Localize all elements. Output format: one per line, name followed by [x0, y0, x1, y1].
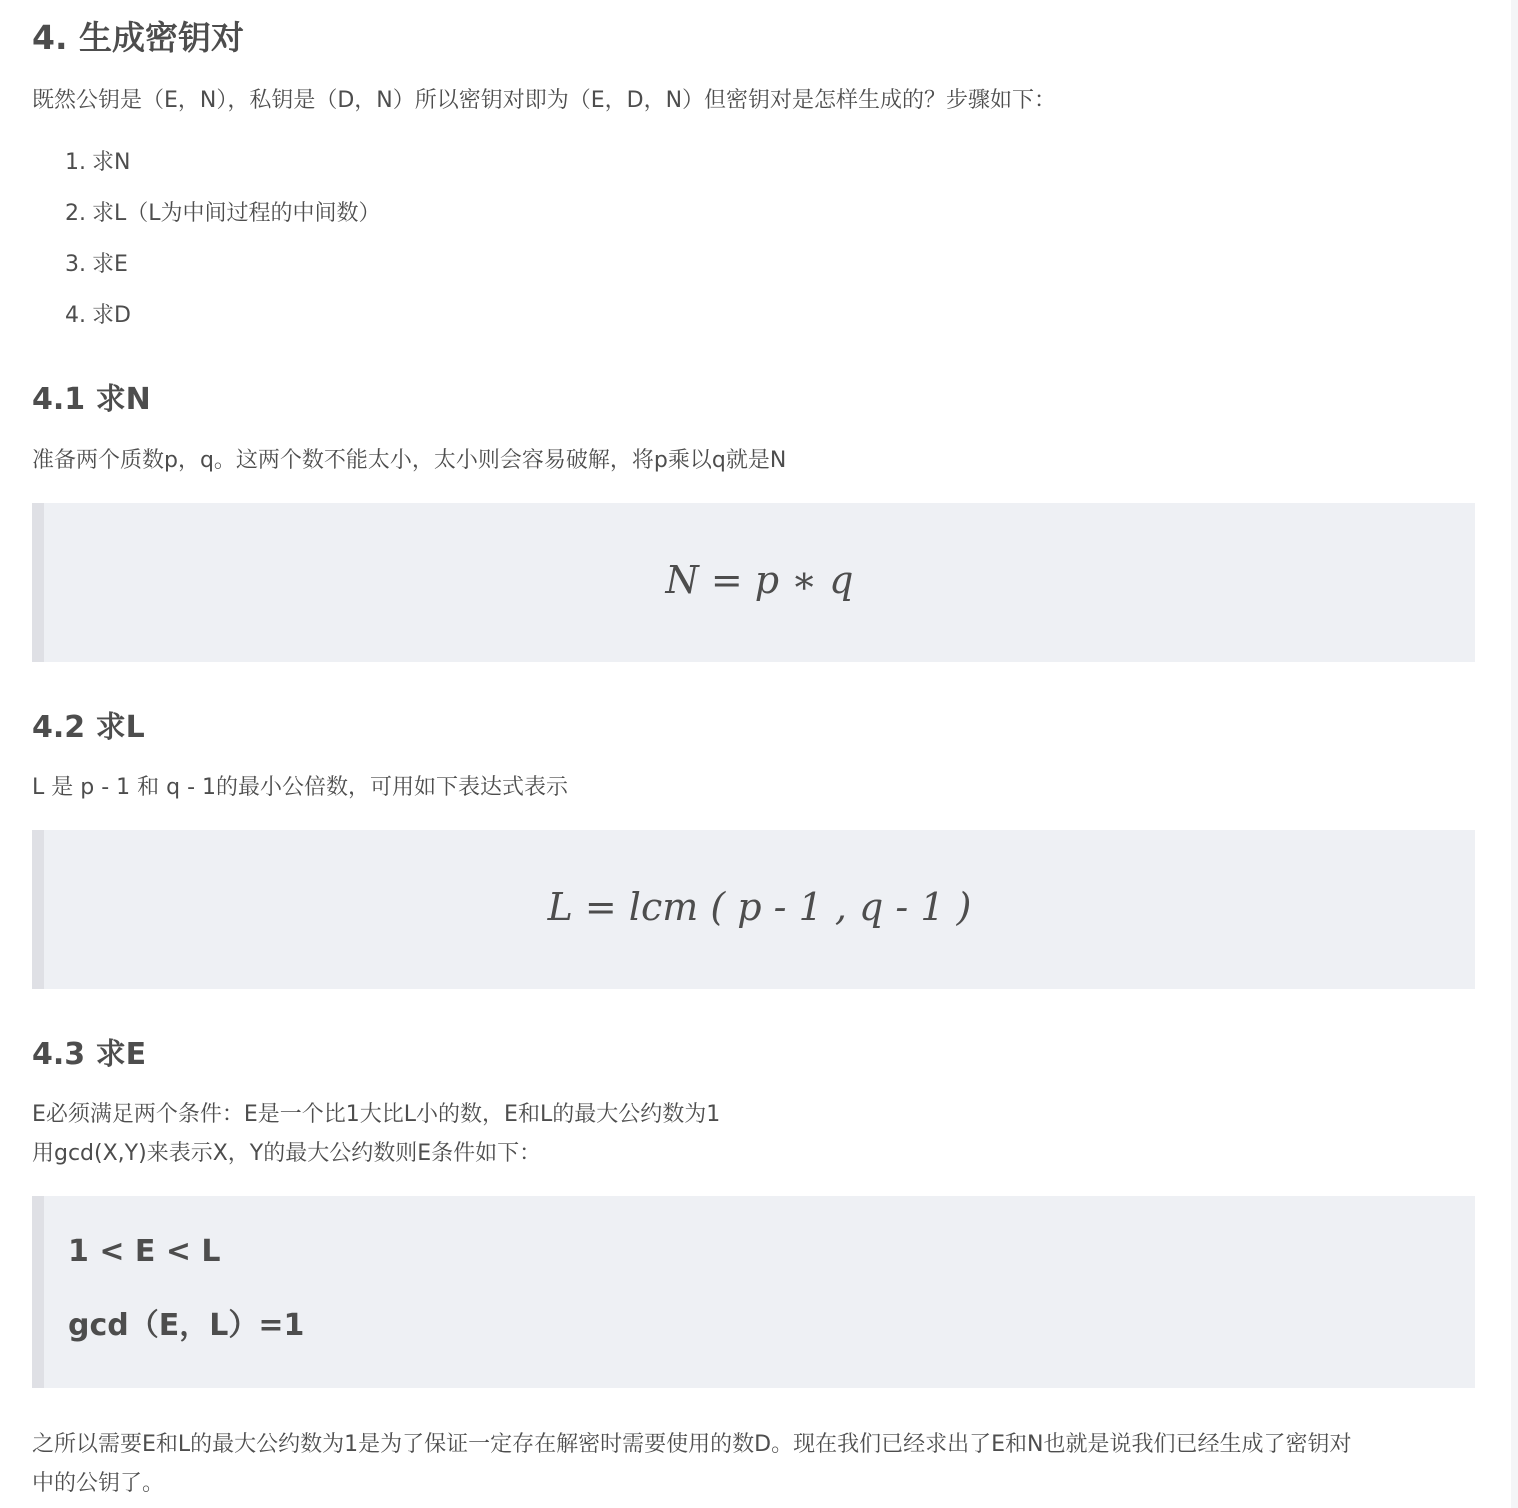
list-label: 求D — [92, 303, 131, 328]
vertical-scrollbar[interactable] — [1511, 0, 1518, 1508]
subsection-l-text: L 是 p - 1 和 q - 1的最小公倍数，可用如下表达式表示 — [32, 775, 569, 800]
condition-range: 1 < E < L — [68, 1234, 221, 1269]
list-item — [65, 194, 381, 245]
subsection-title-n: 4.1 求N — [32, 382, 151, 417]
list-number: 2. — [65, 201, 86, 226]
subsection-e-text-1: E必须满足两个条件：E是一个比1大比L小的数，E和L的最大公约数为1 — [32, 1102, 721, 1127]
intro-paragraph: 既然公钥是（E，N），私钥是（D，N）所以密钥对即为（E，D，N）但密钥对是怎样生成的？步骤如下： — [32, 88, 1057, 113]
subsection-title-l: 4.2 求L — [32, 710, 145, 745]
list-item — [65, 143, 381, 194]
section-title: 4. 生成密钥对 — [32, 18, 244, 57]
formula-n: N = p ∗ q — [665, 558, 854, 602]
conclusion-line-2: 中的公钥了。 — [32, 1471, 165, 1496]
list-item — [65, 245, 381, 296]
formula-block-n — [32, 503, 1475, 662]
formula-block-l — [32, 830, 1475, 989]
list-label: 求L（L为中间过程的中间数） — [92, 201, 381, 226]
conclusion-line-1: 之所以需要E和L的最大公约数为1是为了保证一定存在解密时需要使用的数D。现在我们已经求出了E和N也就是说我们已经生成了密钥对 — [32, 1432, 1352, 1457]
formula-l: L = lcm ( p - 1 , q - 1 ) — [547, 885, 972, 929]
subsection-n-text: 准备两个质数p，q。这两个数不能太小，太小则会容易破解，将p乘以q就是N — [32, 448, 787, 473]
conditions-block — [32, 1196, 1475, 1388]
steps-list — [65, 143, 381, 347]
list-label: 求E — [92, 252, 128, 277]
list-number: 3. — [65, 252, 86, 277]
subsection-e-text-2: 用gcd(X,Y)来表示X，Y的最大公约数则E条件如下： — [32, 1141, 542, 1166]
list-number: 1. — [65, 150, 86, 175]
list-item — [65, 296, 381, 347]
condition-gcd: gcd（E，L）=1 — [68, 1308, 305, 1343]
list-label: 求N — [92, 150, 131, 175]
subsection-title-e: 4.3 求E — [32, 1037, 147, 1072]
list-number: 4. — [65, 303, 86, 328]
